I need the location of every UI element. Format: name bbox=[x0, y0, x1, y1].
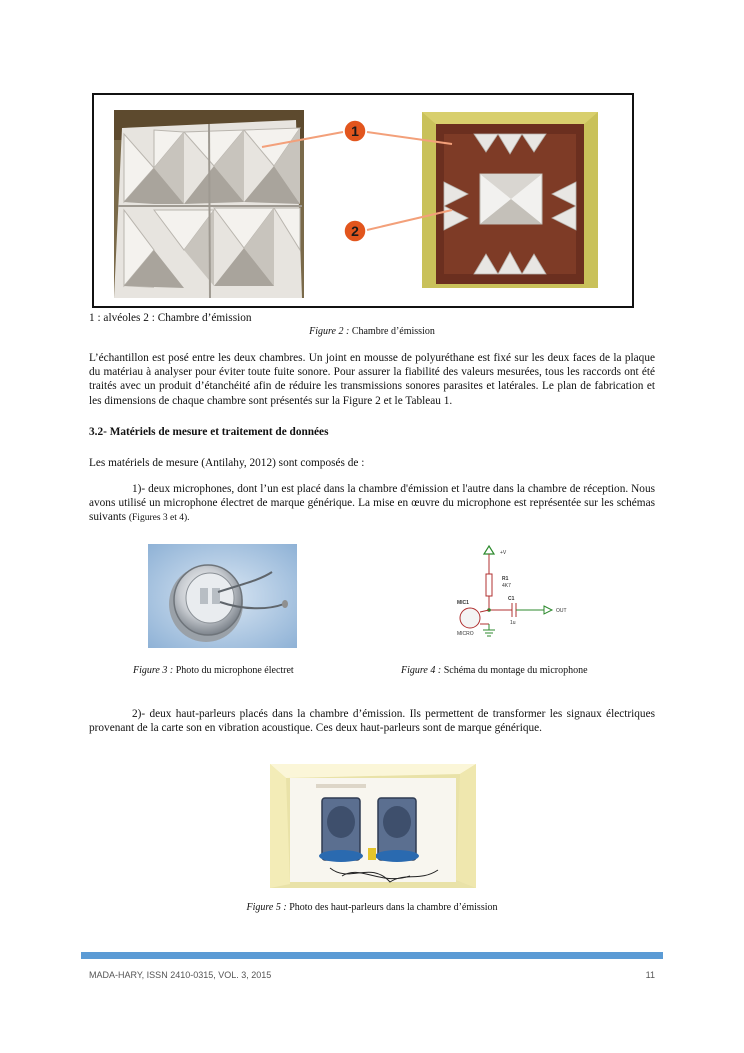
footer-journal: MADA-HARY, ISSN 2410-0315, VOL. 3, 2015 bbox=[89, 970, 272, 980]
vcc-arrow-icon bbox=[484, 546, 494, 554]
microphone-symbol-icon bbox=[460, 608, 480, 628]
paragraph-sample-placement: L’échantillon est posé entre les deux chambres. Un joint en mousse de polyuréthane est fixé sur les deux faces de la plaque du matériau à analyser pour éviter toute fuite sonore. Pour assurer la fiabilité des valeurs mesurées, tous les raccords ont été traités avec un produit d’étanchéité afin de réduire les transmissions sonores parasites et latérales. Le plan de fabrication et les dimensions de chaque chambre sont présentés sur la Figure 2 et le Tableau 1. bbox=[89, 352, 655, 407]
mic1-label: MIC1 bbox=[457, 600, 469, 606]
figure-3-caption bbox=[133, 665, 294, 676]
intro-line: Les matériels de mesure (Antilahy, 2012) sont composés de : bbox=[89, 457, 365, 469]
figure-2-annotations bbox=[0, 0, 744, 320]
figure-3-caption-text: Photo du microphone électret bbox=[173, 665, 294, 676]
c1-label: C1 bbox=[508, 596, 515, 602]
figure-3-caption-label: Figure 3 : bbox=[133, 665, 174, 676]
right-speaker bbox=[375, 798, 419, 862]
figure-3-microphone-photo bbox=[148, 544, 297, 648]
marker-2-label: 2 bbox=[351, 223, 359, 239]
item-1-text: 1)- deux microphones, dont l’un est placé dans la chambre d'émission et l'autre dans la chambre de réception. Nous avons utilisé un microphone électret de marque générique. La mise en œuvre du microphone est représentée sur les schémas suivants bbox=[89, 483, 655, 524]
footer-page-number: 11 bbox=[645, 970, 655, 980]
item-2-speakers: 2)- deux haut-parleurs placés dans la chambre d’émission. Ils permettent de transformer les signaux électriques provenant de la carte son en vibration acoustique. Ces deux haut-parleurs sont de marque générique. bbox=[89, 708, 655, 735]
out-label: OUT bbox=[556, 608, 567, 614]
marker-1-label: 1 bbox=[351, 123, 359, 139]
figure-2-legend: 1 : alvéoles 2 : Chambre d’émission bbox=[89, 312, 252, 324]
figure-4-caption-label: Figure 4 : bbox=[401, 665, 442, 676]
r1-label: R1 bbox=[502, 576, 509, 582]
footer-bar bbox=[81, 952, 663, 959]
left-speaker bbox=[319, 798, 363, 862]
figure-5-caption-label: Figure 5 : bbox=[246, 902, 287, 913]
c1-value: 1u bbox=[510, 620, 516, 626]
vcc-label: +V bbox=[500, 550, 507, 556]
figure-2-caption bbox=[0, 326, 744, 337]
figure-4-schematic bbox=[448, 542, 578, 642]
figure-4-caption-text: Schéma du montage du microphone bbox=[441, 665, 588, 676]
r1-value: 4K7 bbox=[502, 583, 511, 589]
section-heading-3-2: 3.2- Matériels de mesure et traitement de données bbox=[89, 426, 329, 438]
micro-label: MICRO bbox=[457, 631, 474, 637]
figure-2-caption-text: Chambre d’émission bbox=[349, 326, 435, 337]
figure-4-caption bbox=[401, 665, 588, 676]
resistor-r1 bbox=[486, 574, 492, 596]
out-arrow-icon bbox=[544, 606, 552, 614]
item-1-microphones bbox=[89, 482, 655, 526]
figure-5-caption bbox=[0, 902, 744, 913]
figure-2-caption-label: Figure 2 : bbox=[309, 326, 350, 337]
item-1-figure-ref: (Figures 3 et 4). bbox=[128, 513, 190, 524]
figure-5-speakers-photo bbox=[270, 764, 476, 888]
figure-5-caption-text: Photo des haut-parleurs dans la chambre d’émission bbox=[286, 902, 498, 913]
